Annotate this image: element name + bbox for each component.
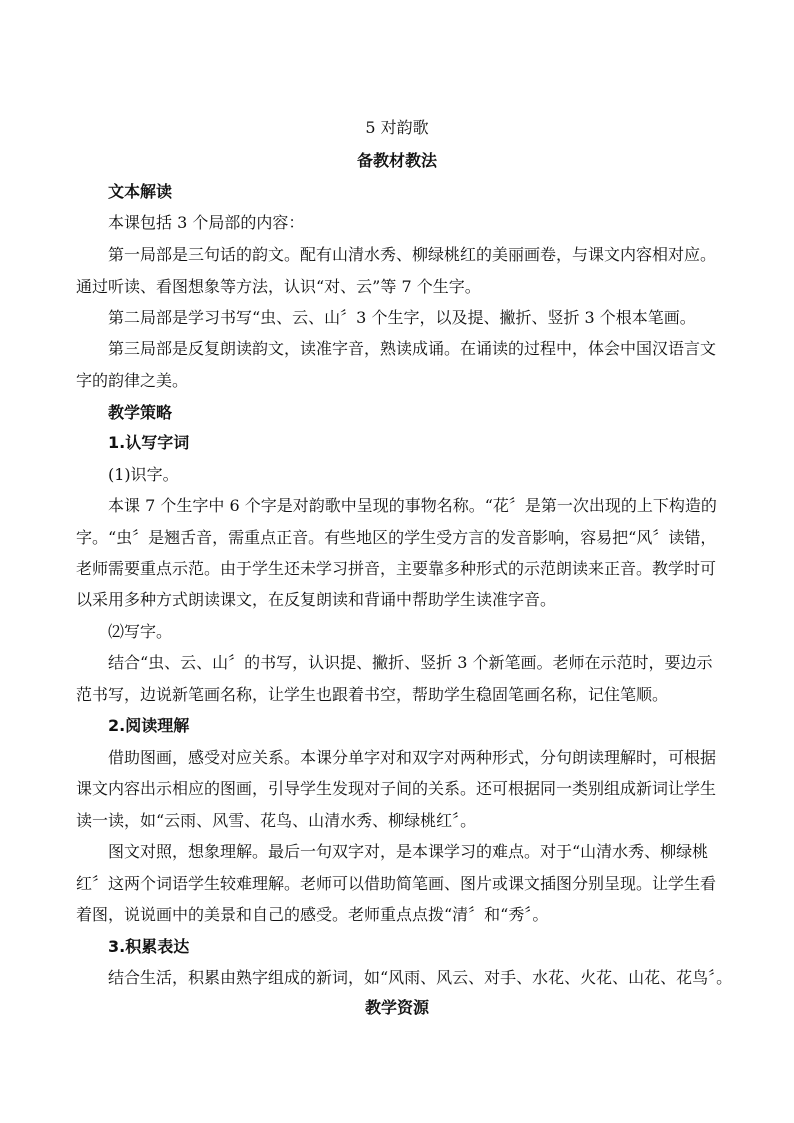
paragraph-part3-line2: 字的韵律之美。 — [76, 371, 189, 390]
paragraph-s1-p1-line4: 以采用多种方式朗读课文，在反复朗读和背诵中帮助学生读准字音。 — [76, 590, 557, 609]
paragraph-s2-p1-line1: 借助图画，感受对应关系。本课分单字对和双字对两种形式，分句朗读理解时，可根据 — [108, 748, 717, 767]
paragraph-s1-p1-line2: 字。“虫〞是翘舌音，需重点正音。有些地区的学生受方言的发音影响，容易把“风〞读错， — [76, 528, 717, 547]
heading-text-analysis: 文本解读 — [108, 182, 173, 201]
paragraph-s2-p2-line1: 图文对照，想象理解。最后一句双字对，是本课学习的难点。对于“山清水秀、柳绿桃 — [108, 842, 709, 861]
subheading-s1-1: (1)识字。 — [108, 465, 179, 484]
paragraph-s2-p1-line2: 课文内容出示相应的图画，引导学生发现对子间的关系。还可根据同一类别组成新词让学生 — [76, 779, 717, 798]
lesson-title: 5 对韵歌 — [365, 118, 429, 137]
heading-s3: 3.积累表达 — [108, 937, 190, 956]
section-subtitle: 备教材教法 — [356, 151, 437, 170]
paragraph-s1-p1-line3: 老师需要重点示范。由于学生还未学习拼音，主要靠多种形式的示范朗读来正音。教学时可 — [76, 559, 717, 578]
paragraph-s3-p1: 结合生活，积累由熟字组成的新词，如“风雨、风云、对手、水花、火花、山花、花鸟〞。 — [108, 968, 733, 987]
paragraph-s1-p2-line2: 范书写，边说新笔画名称，让学生也跟着书空，帮助学生稳固笔画名称，记住笔顺。 — [76, 685, 669, 704]
paragraph-s1-p2-line1: 结合“虫、云、山〞的书写，认识提、撇折、竖折 3 个新笔画。老师在示范时，要边示 — [108, 653, 713, 672]
paragraph-s1-p1-line1: 本课 7 个生字中 6 个字是对韵歌中呈现的事物名称。“花〞是第一次出现的上下构造的 — [108, 496, 717, 515]
paragraph-part1-line2: 通过听读、看图想象等方法，认识“对、云”等 7 个生字。 — [76, 277, 481, 296]
heading-s1: 1.认写字词 — [108, 433, 190, 452]
subheading-s1-2: ⑵写字。 — [108, 622, 173, 641]
paragraph-s2-p2-line2: 红〞这两个词语学生较难理解。老师可以借助简笔画、图片或课文插图分别呈现。让学生看 — [76, 874, 717, 893]
heading-resources: 教学资源 — [364, 998, 429, 1017]
paragraph-part3-line1: 第三局部是反复朗读韵文，读准字音，熟读成诵。在诵读的过程中，体会中国汉语言文 — [108, 339, 717, 358]
paragraph-part2: 第二局部是学习书写“虫、云、山〞3 个生字，以及提、撇折、竖折 3 个根本笔画。 — [108, 308, 696, 327]
paragraph-s2-p1-line3: 读一读，如“云雨、风雪、花鸟、山清水秀、柳绿桃红〞。 — [76, 811, 477, 830]
paragraph-s2-p2-line3: 着图，说说画中的美景和自己的感受。老师重点点拨“清〞和“秀〞。 — [76, 905, 549, 924]
heading-strategy: 教学策略 — [108, 403, 173, 422]
paragraph-part1-line1: 第一局部是三句话的韵文。配有山清水秀、柳绿桃红的美丽画卷，与课文内容相对应。 — [108, 245, 717, 264]
heading-s2: 2.阅读理解 — [108, 716, 190, 735]
paragraph-intro: 本课包括 3 个局部的内容： — [108, 213, 305, 232]
